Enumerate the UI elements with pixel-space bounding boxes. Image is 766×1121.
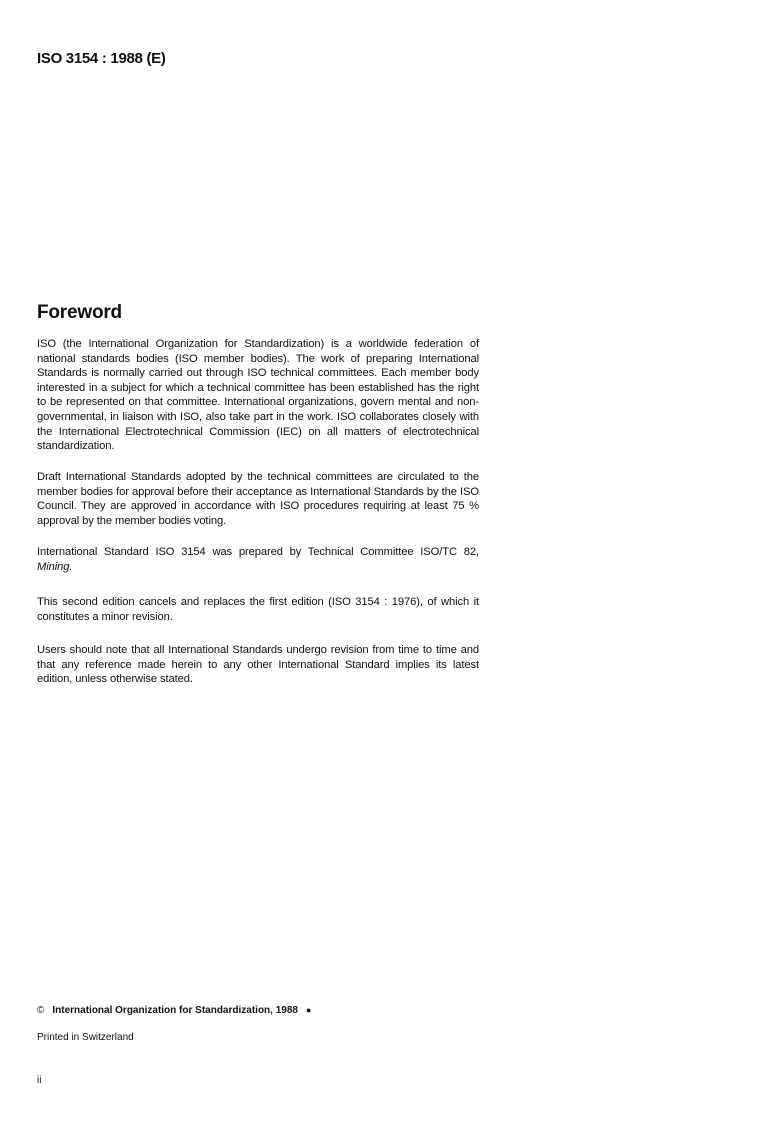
printed-location: Printed in Switzerland: [37, 1032, 134, 1043]
document-id-header: ISO 3154 : 1988 (E): [37, 50, 166, 67]
paragraph-revision-note: Users should note that all International Standards undergo revision from time to time and that any reference made herein to any other International Standard implies its latest edition, unless otherwise stated.: [37, 644, 479, 686]
section-title: Foreword: [37, 302, 122, 323]
bullet-icon: ●: [305, 1005, 312, 1015]
paragraph-edition-note: This second edition cancels and replaces the first edition (ISO 3154 : 1976), of which it constitutes a minor revision.: [37, 596, 479, 623]
prepared-by-text: International Standard ISO 3154 was prepared by Technical Committee ISO/TC 82,: [37, 546, 479, 558]
committee-name: Mining.: [37, 560, 73, 573]
copyright-text: International Organization for Standardization, 1988: [52, 1005, 298, 1016]
copyright-icon: ©: [37, 1005, 45, 1016]
paragraph-draft-standards: Draft International Standards adopted by the technical committees are circulated to the member bodies for approval before their acceptance as International Standards by the ISO Council. They are approved in accordance with ISO procedures requiring at least 75 % approval by the member bodies voting.: [37, 471, 479, 527]
paragraph-prepared-by: [37, 545, 479, 574]
page-number: ii: [37, 1075, 42, 1086]
copyright-line: [37, 1005, 311, 1016]
paragraph-iso-intro: ISO (the International Organization for Standardization) is a worldwide federation of national standards bodies (ISO member bodies). The work of preparing International Standards is normally carried out through ISO technical committees. Each member body interested in a subject for which a technical committee has been established has the right to be represented on that committee. International organizations, govern mental and non-governmental, in liaison with ISO, also take part in the work. ISO collaborates closely with the International Electrotechnical Commission (IEC) on all matters of electrotechnical standardization.: [37, 338, 479, 453]
